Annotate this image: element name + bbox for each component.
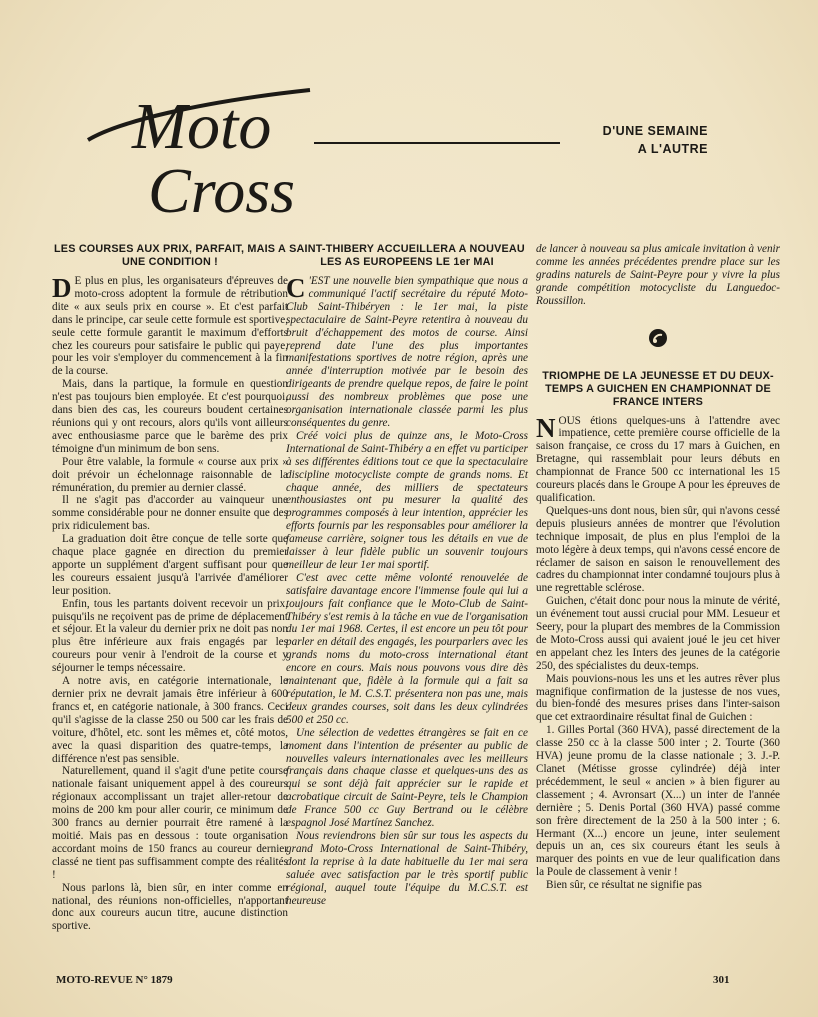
article-guichen-paragraph: Mais pouvions-nous les uns et les autres rêver plus magnifique confirmation de la justesse de nos vues, du bien-fondé des mesures prises dans l'inter-saison que cet extraordinaire résultat final de Guichen : bbox=[536, 672, 780, 724]
article-prix-paragraph: Mais, dans la partique, la formule en question n'est pas toujours bien employée. Et c'est pourquoi, dans bien des cas, les coureurs boudent certaines réunions qui y ont recours, alors qu'ils vont ailleurs avec enthousiasme parce que le barème des prix témoigne d'un minimum de bon sens. bbox=[52, 378, 288, 455]
section-kicker bbox=[558, 122, 708, 158]
article-prix-paragraph: La graduation doit être conçue de telle sorte que chaque place gagnée en direction du premier apporte un supplément d'argent suffisant pour que les coureurs essaient jusqu'à l'arrivée d'améliorer leur position. bbox=[52, 533, 288, 597]
article-prix-paragraph: D E plus en plus, les organisateurs d'épreuves de moto-cross adoptent la formule de rétribution dite « aux seuls prix en course ». Et c'est parfait dans le principe, car seule cette formule est sportive, seule cette formule garantit le maximum d'efforts chez les coureurs pour satisfaire le public qui paye, pour les voir s'employer du commencement à la fin de la course. bbox=[52, 273, 288, 378]
article-saint-thibery-paragraph: Nous reviendrons bien sûr sur tous les aspects du grand Moto-Cross International de Saint-Thibéry, dont la reprise à la date habituelle du 1er mai sera saluée avec satisfaction par le très sportif public régional, auquel toute l'équipe du M.C.S.T. est heureuse bbox=[286, 829, 528, 907]
logo-word-moto: Moto bbox=[132, 90, 272, 163]
article-guichen-paragraph: Quelques-uns dont nous, bien sûr, qui n'avons cessé depuis plusieurs années de montrer que l'évolution technique imposait, de plus en plus l'emploi de la moto légère à deux temps, qui n'avons cessé encore de réclamer de saison en saison le renouvellement des cadres du championnat inter condamné toujours plus à une regrettable sclérose. bbox=[536, 504, 780, 595]
article-guichen-results: 1. Gilles Portal (360 HVA), passé directement de la classe 250 cc à la classe 500 inter ; 2. Tourte (360 HVA) jeune promu de la classe nationale ; 3. J.-P. Clanet (Métisse grosse cylindrée) déjà inter précédemment, le seul « ancien » à bien figurer au classement ; 4. Avronsart (X...) un inter de l'année dernière ; 5. Denis Portal (360 HVA) passé comme son frère directement de la 250 à la 500 inter ; 6. Hermant (X...) encore un jeune, inter seulement depuis un an, ces six coureurs étant les seuls à marquer des points en vue de leur qualification dans la Poule de classement à venir ! bbox=[536, 724, 780, 879]
article-saint-thibery-continuation: de lancer à nouveau sa plus amicale invitation à venir comme les années précédentes prendre place sur les gradins naturels de Saint-Peyre pour y vivre la plus grande compétition motocycliste du Languedoc-Roussillon. bbox=[536, 243, 780, 307]
drop-cap: D bbox=[52, 273, 72, 303]
drop-cap: N bbox=[536, 412, 556, 443]
article-guichen-headline: TRIOMPHE DE LA JEUNESSE ET DU DEUX-TEMPS A GUICHEN EN CHAMPIONNAT DE FRANCE INTERS bbox=[542, 369, 774, 408]
article-prix-paragraph: Nous parlons là, bien sûr, en inter comme en national, des réunions non-officielles, n'apportant donc aux coureurs aucun titre, aucune distinction sportive. bbox=[52, 881, 288, 933]
magazine-footer: MOTO-REVUE N° 1879 bbox=[56, 974, 173, 986]
article-guichen-paragraph: NOUS étions quelques-uns à l'attendre avec impatience, cette première course officielle de la saison française, ce cross du 17 mars à Guichen, en Bretagne, qui rassemblait pour leurs débuts en championnat de France 500 cc international les 15 coureurs placés dans le Groupe A pour les épreuves de qualification. bbox=[536, 412, 780, 504]
article-guichen-column bbox=[536, 243, 780, 892]
article-saint-thibery-paragraph: Une sélection de vedettes étrangères se fait en ce moment dans l'intention de présenter au public de nouvelles valeurs internationales avec les meilleurs français dans chaque classe et quelques-uns des as qui se sont déjà fait apprécier sur le rapide et acrobatique circuit de Saint-Peyre, tels le Champion de France 500 cc Guy Bertrand ou le célèbre espagnol José Martínez Sanchez. bbox=[286, 726, 528, 830]
article-guichen-paragraph: Bien sûr, ce résultat ne signifie pas bbox=[546, 879, 702, 892]
moto-cross-logo bbox=[78, 62, 318, 232]
article-saint-thibery-headline: SAINT-THIBERY ACCUEILLERA A NOUVEAU LES AS EUROPEENS LE 1er MAI bbox=[289, 243, 525, 268]
page-number: 301 bbox=[713, 974, 730, 986]
article-saint-thibery-column bbox=[286, 243, 528, 907]
drop-cap: C bbox=[286, 273, 306, 303]
article-prix-paragraph: Pour être valable, la formule « course aux prix » doit prévoir un échelonnage raisonnable de la rémunération, du premier au dernier classé. bbox=[52, 455, 288, 494]
article-prix-paragraph: Enfin, tous les partants doivent recevoir un prix, puisqu'ils ne reçoivent pas de prime de déplacement et séjour. Et la valeur du dernier prix ne doit pas non plus être inférieure aux frais engagés par les coureurs pour venir à l'endroit de la course et y séjourner le temps nécessaire. bbox=[52, 597, 288, 675]
article-saint-thibery-paragraph: C'est avec cette même volonté renouvelée de satisfaire davantage encore l'immense foule qui lui a toujours fait confiance que le Moto-Club de Saint-Thibéry s'est remis à la tâche en vue de l'organisation du 1er mai 1968. Certes, il est encore un peu tôt pour parler en détail des engagés, les pourparlers avec les grands noms du moto-cross international étant encore en cours. Mais nous pouvons vous dire dès maintenant que, fidèle à la formule qui a fait sa réputation, le M. C.S.T. présentera non pas une, mais deux grandes courses, soit dans les deux cylindrées 500 et 250 cc. bbox=[286, 571, 528, 726]
article-prix-paragraph: A notre avis, en catégorie internationale, le dernier prix ne devrait jamais être inférieur à 600 francs et, en catégorie nationale, à 300 francs. Ceci qu'il s'agisse de la classe 250 ou 500 car les frais de voiture, d'hôtel, etc. sont les mêmes et, côté motos, avec la quasi disparition des quatre-temps, la différence n'est pas sensible. bbox=[52, 675, 288, 765]
logo-word-cross: Cross bbox=[148, 155, 296, 226]
header-rule bbox=[314, 142, 560, 144]
logo-artwork bbox=[78, 62, 318, 232]
article-saint-thibery-paragraph: C 'EST une nouvelle bien sympathique que nous a communiqué l'actif secrétaire du réputé Moto-Club Saint-Thibéryen : le 1er mai, la piste spectaculaire de Saint-Peyre retentira à nouveau du bruit d'échappement des motos de course. Ainsi reprend date l'une des plus importantes manifestations sportives de notre région, après une année d'interruption motivée par le besoin des dirigeants de prendre quelque repos, de faire le point aussi des nombreux problèmes que pose une organisation internationale classée parmi les plus conséquentes du genre. bbox=[286, 273, 528, 429]
article-prix-paragraph: Naturellement, quand il s'agit d'une petite course nationale faisant uniquement appel à des coureurs régionaux accomplissant un trajet aller-retour de moins de 200 km pour aller courir, ce minimum de 300 francs au dernier pourrait être ramené à la moitié. Mais pas en dessous : toute organisation accordant moins de 150 francs au coureur dernier classé ne tient pas suffisamment compte des réalités ! bbox=[52, 765, 288, 881]
article-guichen-paragraph: Guichen, c'était donc pour nous la minute de vérité, un événement tout aussi crucial pour MM. Lesueur et Seery, pour la plupart des membres de la Commission de Moto-Cross aussi qui avaient joué le jeu cet hiver en appelant chez les Inters des jeunes de la catégorie 250, des spécialistes du deux-temps. bbox=[536, 595, 780, 672]
article-prix-headline: LES COURSES AUX PRIX, PARFAIT, MAIS A UNE CONDITION ! bbox=[54, 243, 286, 268]
article-saint-thibery-paragraph: Créé voici plus de quinze ans, le Moto-Cross International de Saint-Thibéry a en effet vu participer à ses différentes éditions tout ce que la spectaculaire discipline motocycliste compte de grands noms. Et chaque année, des milliers de spectateurs enthousiastes ont pu mesurer la qualité des programmes composés à leur intention, apprécier les efforts fournis par les responsables pour améliorer la fameuse carrière, soigner tous les détails en vue de laisser à leur fidèle public un souvenir toujours meilleur de leur 1er mai sportif. bbox=[286, 429, 528, 571]
kicker-line-2: A L'AUTRE bbox=[637, 142, 708, 156]
article-prix-column bbox=[52, 243, 288, 933]
section-separator-icon bbox=[648, 328, 668, 348]
article-prix-paragraph: Il ne s'agit pas d'accorder au vainqueur une somme considérable pour ne donner ensuite que des prix ridiculement bas. bbox=[52, 494, 288, 533]
kicker-line-1: D'UNE SEMAINE bbox=[602, 124, 708, 138]
